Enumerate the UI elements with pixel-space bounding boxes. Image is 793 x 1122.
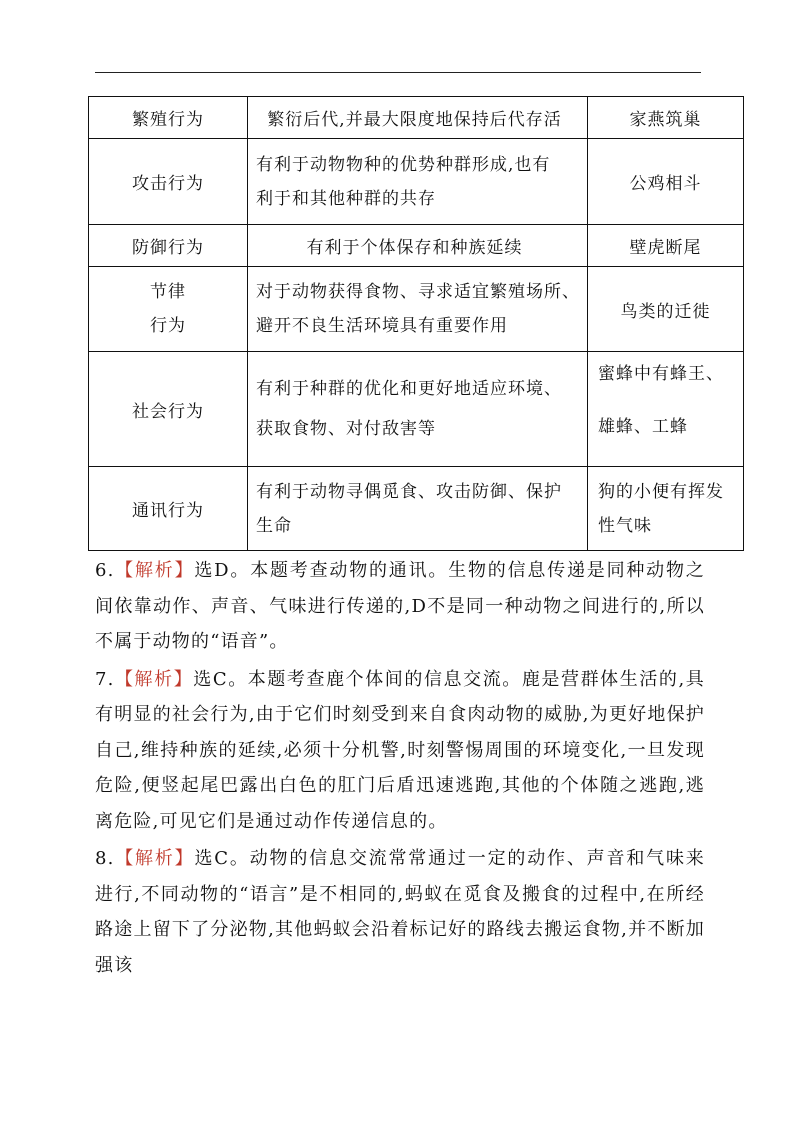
answer-text: 选D。本题考查动物的通讯。生物的信息传递是同种动物之间依靠动作、声音、气味进行传递的,D不是同一种动物之间进行的,所以不属于动物的“语音”。 bbox=[95, 560, 705, 652]
behavior-example: 鸟类的迁徙 bbox=[588, 267, 744, 352]
answer-section bbox=[95, 553, 705, 985]
behavior-name: 防御行为 bbox=[89, 225, 248, 267]
behavior-name: 攻击行为 bbox=[89, 139, 248, 225]
header-rule bbox=[95, 72, 701, 73]
table-row bbox=[89, 352, 744, 467]
table-row bbox=[89, 225, 744, 267]
table-row bbox=[89, 139, 744, 225]
behavior-function: 有利于动物寻偶觅食、攻击防御、保护 生命 bbox=[248, 467, 588, 551]
answer-text: 选C。本题考查鹿个体间的信息交流。鹿是营群体生活的,具有明显的社会行为,由于它们时刻受到来自食肉动物的威胁,为更好地保护自己,维持种族的延续,必须十分机警,时刻警惕周围的环境变化,一旦发现危险,便竖起尾巴露出白色的肛门后盾迅速逃跑,其他的个体随之逃跑,逃离危险,可见它们是通过动作传递信息的。 bbox=[95, 668, 705, 832]
behavior-name: 繁殖行为 bbox=[89, 97, 248, 139]
behavior-function: 对于动物获得食物、寻求适宜繁殖场所、 避开不良生活环境具有重要作用 bbox=[248, 267, 588, 352]
analysis-tag: 【解析】 bbox=[114, 668, 194, 690]
answer-number: 7. bbox=[95, 668, 115, 690]
answer-item bbox=[95, 553, 705, 660]
answer-text: 选C。动物的信息交流常常通过一定的动作、声音和气味来进行,不同动物的“语言”是不相同的,蚂蚁在觅食及搬食的过程中,在所经路途上留下了分泌物,其他蚂蚁会沿着标记好的路线去搬运食物,并不断加强该 bbox=[95, 848, 705, 976]
behavior-function: 有利于种群的优化和更好地适应环境、 获取食物、对付敌害等 bbox=[248, 352, 588, 467]
behavior-function: 有利于动物物种的优势种群形成,也有 利于和其他种群的共存 bbox=[248, 139, 588, 225]
behavior-name: 通讯行为 bbox=[89, 467, 248, 551]
behavior-name: 节律 行为 bbox=[89, 267, 248, 352]
answer-item bbox=[95, 841, 705, 983]
analysis-tag: 【解析】 bbox=[114, 848, 195, 869]
answer-number: 8. bbox=[95, 848, 115, 869]
answer-number: 6. bbox=[95, 560, 115, 581]
analysis-tag: 【解析】 bbox=[114, 560, 195, 581]
behavior-function: 繁衍后代,并最大限度地保持后代存活 bbox=[248, 97, 588, 139]
behavior-example: 壁虎断尾 bbox=[588, 225, 744, 267]
behavior-example: 狗的小便有挥发 性气味 bbox=[588, 467, 744, 551]
table-row bbox=[89, 97, 744, 139]
table-row bbox=[89, 467, 744, 551]
behavior-example: 公鸡相斗 bbox=[588, 139, 744, 225]
behavior-function: 有利于个体保存和种族延续 bbox=[248, 225, 588, 267]
behavior-example: 蜜蜂中有蜂王、 雄蜂、工蜂 bbox=[588, 352, 744, 467]
behavior-example: 家燕筑巢 bbox=[588, 97, 744, 139]
behavior-table bbox=[88, 96, 744, 551]
answer-item bbox=[95, 662, 705, 840]
behavior-name: 社会行为 bbox=[89, 352, 248, 467]
table-row bbox=[89, 267, 744, 352]
